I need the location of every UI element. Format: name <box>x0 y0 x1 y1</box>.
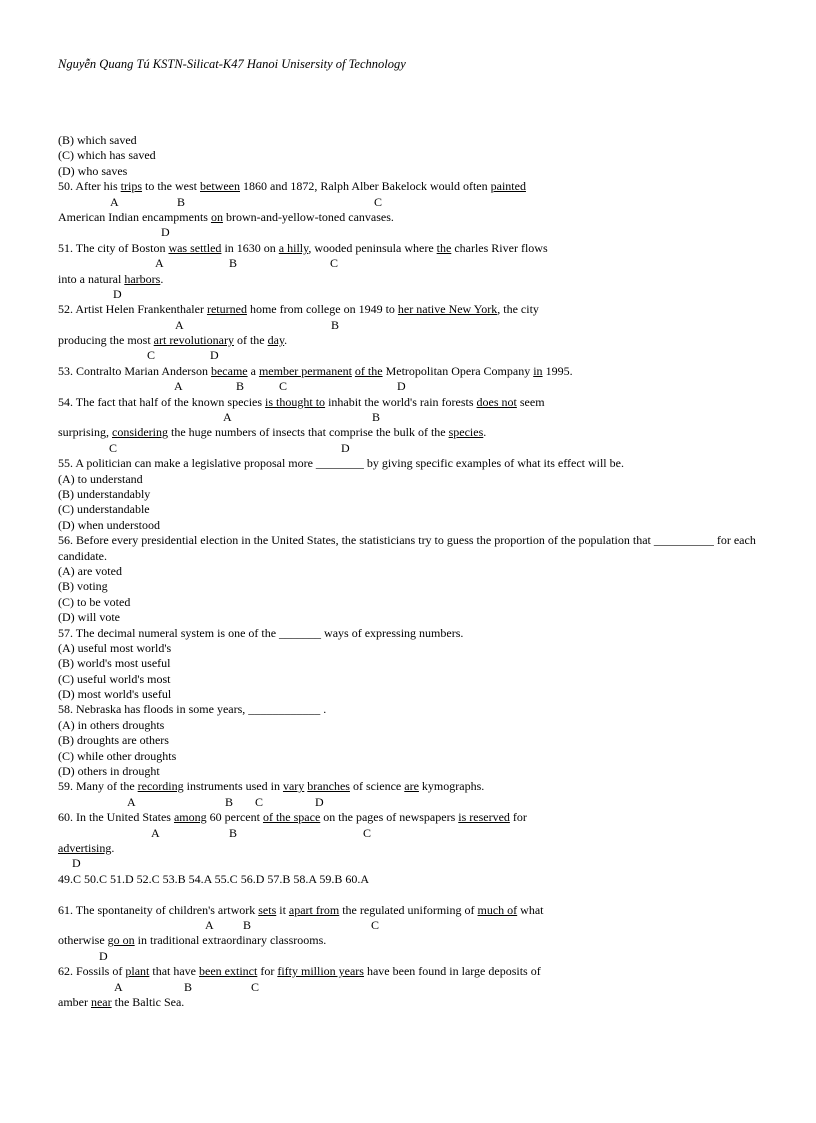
option-line: (B) which saved <box>58 133 137 147</box>
option-line: (A) useful most world's <box>58 640 172 655</box>
question-50-line2: American Indian encampments on brown-and-yellow-toned canvases. <box>58 209 394 224</box>
label-d: D <box>72 856 81 871</box>
question-58: 58. Nebraska has floods in some years, ____________ . <box>58 702 327 717</box>
question-51: 51. The city of Boston was settled in 1630 on a hilly, wooded peninsula where the charles River flows <box>58 240 548 255</box>
label-c: C <box>363 825 372 840</box>
question-59: 59. Many of the recording instruments used in vary branches of science are kymographs. <box>58 779 485 794</box>
label-c: C <box>371 917 380 932</box>
label-a: A <box>114 979 123 994</box>
label-a: A <box>205 917 214 932</box>
option-line: (A) to understand <box>58 471 143 486</box>
underlined-part-c: art revolutionary <box>153 333 234 348</box>
underlined-part-a: returned <box>206 302 247 317</box>
label-c: C <box>255 794 264 809</box>
underlined-part-a: trips <box>120 179 143 194</box>
letter-labels <box>58 795 768 810</box>
underlined-part-c: fifty million years <box>277 964 364 979</box>
underlined-part-c: considering <box>112 425 168 440</box>
question-52-line2: producing the most art revolutionary of the day. <box>58 333 288 348</box>
letter-labels <box>58 856 768 871</box>
underlined-part-d: of the <box>354 363 383 378</box>
label-d: D <box>113 286 122 301</box>
option-line: (A) in others droughts <box>58 717 165 732</box>
option-line: (C) which has saved <box>58 148 156 163</box>
option-line: (C) while other droughts <box>58 748 177 763</box>
underlined-part-b: apart from <box>288 902 340 917</box>
question-52: 52. Artist Helen Frankenthaler returned home from college on 1949 to her native New York, the city <box>58 302 539 317</box>
underlined-part-b: been extinct <box>199 964 258 979</box>
underlined-part-c: is reserved <box>458 810 510 825</box>
underlined-part-b: does not <box>476 394 517 409</box>
option-line: (D) most world's useful <box>58 687 172 702</box>
underlined-part-b: her native New York <box>397 302 498 317</box>
letter-labels <box>58 256 768 271</box>
letter-labels <box>58 949 768 964</box>
label-d: D <box>341 440 350 455</box>
label-c: C <box>251 979 260 994</box>
underlined-part-a: became <box>210 363 248 378</box>
letter-labels <box>58 410 768 425</box>
underlined-part-a: is thought to <box>265 394 326 409</box>
option-line: (D) will vote <box>58 610 120 625</box>
option-line: (D) when understood <box>58 517 160 532</box>
label-c: C <box>279 379 288 394</box>
underlined-part-b: a hilly <box>278 240 309 255</box>
letter-labels <box>58 918 768 933</box>
letter-labels <box>58 195 768 210</box>
underlined-part-a: sets <box>258 902 277 917</box>
question-62: 62. Fossils of plant that have been extinct for fifty million years have been found in large deposits of <box>58 964 541 979</box>
option-line: (A) are voted <box>58 563 122 578</box>
option-line: (B) droughts are others <box>58 733 169 748</box>
underlined-part-b: vary <box>282 779 305 794</box>
option-line: (B) world's most useful <box>58 656 171 671</box>
underlined-part-b: of the space <box>262 810 321 825</box>
underlined-part-d: near <box>90 994 112 1009</box>
option-line: (C) understandable <box>58 502 150 517</box>
label-b: B <box>229 256 238 271</box>
option-line: (B) understandably <box>58 486 151 501</box>
label-d: D <box>99 948 108 963</box>
underlined-part-d: harbors <box>124 271 161 286</box>
question-54: 54. The fact that half of the known species is thought to inhabit the world's rain forests does not seem <box>58 394 545 409</box>
label-b: B <box>243 917 252 932</box>
question-56: 56. Before every presidential election in the United States, the statisticians try to guess the proportion of the population that __________ for each candidate. <box>58 533 756 563</box>
label-b: B <box>331 317 340 332</box>
label-a: A <box>223 410 232 425</box>
question-60-line2: advertising. <box>58 841 115 855</box>
letter-labels <box>58 441 768 456</box>
question-50: 50. After his trips to the west between 1860 and 1872, Ralph Alber Bakelock would often painted <box>58 179 526 194</box>
underlined-part-a: was settled <box>168 240 222 255</box>
label-a: A <box>174 379 183 394</box>
label-a: A <box>127 794 136 809</box>
letter-labels <box>58 348 768 363</box>
label-b: B <box>236 379 245 394</box>
label-c: C <box>147 348 156 363</box>
option-line: (C) useful world's most <box>58 671 171 686</box>
question-61: 61. The spontaneity of children's artwork sets it apart from the regulated uniforming of much of what <box>58 902 544 917</box>
label-b: B <box>225 794 234 809</box>
document-header: Nguyễn Quang Tú KSTN-Silicat-K47 Hanoi Unisersity of Technology <box>58 57 406 71</box>
letter-labels <box>58 980 768 995</box>
label-b: B <box>372 410 381 425</box>
question-62-line2: amber near the Baltic Sea. <box>58 994 185 1009</box>
underlined-part-d: on <box>210 209 223 224</box>
option-line: (D) others in drought <box>58 764 160 779</box>
question-51-line2: into a natural harbors. <box>58 271 164 286</box>
underlined-part-d: are <box>404 779 419 794</box>
underlined-part-extra: in <box>533 363 543 378</box>
underlined-part-c: branches <box>307 779 350 794</box>
question-53: 53. Contralto Marian Anderson became a member permanent of the Metropolitan Opera Company in 1995. <box>58 363 573 378</box>
label-d: D <box>210 348 219 363</box>
underlined-part-b-c: member permanent <box>258 363 352 378</box>
letter-labels <box>58 287 768 302</box>
underlined-part-a: recording <box>137 779 184 794</box>
underlined-part-c: the <box>436 240 452 255</box>
label-b: B <box>229 825 238 840</box>
underlined-part-d: day <box>267 333 285 348</box>
label-a: A <box>175 317 184 332</box>
label-c: C <box>374 194 383 209</box>
underlined-part-d: species <box>448 425 484 440</box>
question-57: 57. The decimal numeral system is one of the _______ ways of expressing numbers. <box>58 625 464 640</box>
label-a: A <box>151 825 160 840</box>
question-61-line2: otherwise go on in traditional extraordinary classrooms. <box>58 933 327 948</box>
letter-labels <box>58 225 768 240</box>
question-54-line2: surprising, considering the huge numbers of insects that comprise the bulk of the species. <box>58 425 487 440</box>
label-b: B <box>184 979 193 994</box>
answer-key: 49.C 50.C 51.D 52.C 53.B 54.A 55.C 56.D 57.B 58.A 59.B 60.A <box>58 871 370 886</box>
underlined-part-c: much of <box>477 902 518 917</box>
underlined-part-d: go on <box>107 933 135 948</box>
underlined-part-a: among <box>173 810 207 825</box>
label-a: A <box>155 256 164 271</box>
label-a: A <box>110 194 119 209</box>
label-b: B <box>177 194 186 209</box>
underlined-part-a: plant <box>125 964 150 979</box>
underlined-part-c: painted <box>490 179 526 194</box>
label-c: C <box>330 256 339 271</box>
label-d: D <box>397 379 406 394</box>
question-content <box>58 133 768 1010</box>
spacer <box>58 887 768 902</box>
label-d: D <box>315 794 324 809</box>
underlined-part-d: advertising <box>58 841 112 855</box>
letter-labels <box>58 379 768 394</box>
letter-labels <box>58 318 768 333</box>
option-line: (B) voting <box>58 579 108 594</box>
option-line: (C) to be voted <box>58 594 131 609</box>
question-60: 60. In the United States among 60 percent of the space on the pages of newspapers is reserved for <box>58 810 527 825</box>
label-c: C <box>109 440 118 455</box>
underlined-part-b: between <box>200 179 240 194</box>
option-line: (D) who saves <box>58 163 128 178</box>
letter-labels <box>58 826 768 841</box>
label-d: D <box>161 225 170 240</box>
question-55: 55. A politician can make a legislative proposal more ________ by giving specific examples of what its effect will be. <box>58 456 624 471</box>
